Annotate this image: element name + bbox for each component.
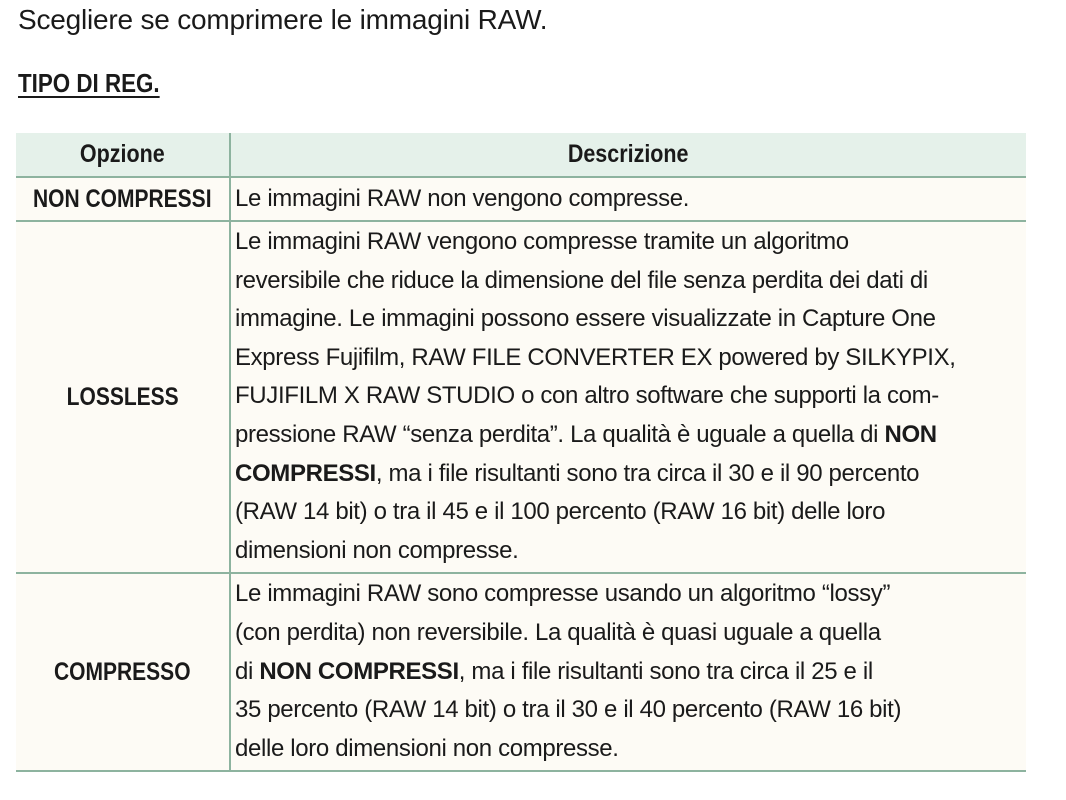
description-line <box>235 377 1026 416</box>
description-text: pressione RAW “senza perdita”. La qualità è uguale a quella di <box>235 420 885 448</box>
description-line <box>235 691 1026 730</box>
table-row <box>16 177 1026 221</box>
table-row <box>16 573 1026 771</box>
description-text: FUJIFILM X RAW STUDIO o con altro software che supporti la com- <box>235 382 939 410</box>
option-name: LOSSLESS <box>66 382 179 411</box>
description-text: (con perdita) non reversibile. La qualità è quasi uguale a quella <box>235 618 881 646</box>
description-line <box>235 455 1026 494</box>
description-line <box>235 653 1026 692</box>
header-description <box>230 133 1026 177</box>
description-text: Le immagini RAW non vengono compresse. <box>235 184 690 212</box>
description-line <box>235 300 1026 339</box>
description-text: delle loro dimensioni non compresse. <box>235 734 619 762</box>
description-line <box>235 339 1026 378</box>
description-text: Le immagini RAW vengono compresse tramite un algoritmo <box>235 228 849 255</box>
option-name: COMPRESSO <box>54 657 191 686</box>
description-text: , ma i file risultanti sono tra circa il 30 e il 90 percento <box>375 459 920 487</box>
option-description <box>230 221 1026 573</box>
table-header-row <box>16 133 1026 177</box>
description-text: , ma i file risultanti sono tra circa il 25 e il <box>458 657 873 685</box>
menu-option-reference: NON <box>884 420 937 448</box>
menu-option-reference: NON COMPRESSI <box>259 657 459 685</box>
option-name-cell <box>16 177 230 221</box>
intro-text: Scegliere se comprimere le immagini RAW. <box>18 4 548 35</box>
description-text: dimensioni non compresse. <box>235 536 519 564</box>
table-row <box>16 221 1026 573</box>
description-line <box>235 532 1026 571</box>
header-description-label: Descrizione <box>568 140 689 168</box>
option-description <box>230 177 1026 221</box>
description-line <box>235 223 1026 262</box>
description-text: 35 percento (RAW 14 bit) o tra il 30 e il 40 percento (RAW 16 bit) <box>235 696 902 724</box>
description-text: reversibile che riduce la dimensione del file senza perdita dei dati di <box>235 266 928 294</box>
description-line <box>235 416 1026 455</box>
option-description <box>230 573 1026 771</box>
menu-option-reference: COMPRESSI <box>235 459 376 487</box>
option-name: NON COMPRESSI <box>33 184 212 213</box>
header-option-label: Opzione <box>80 140 165 168</box>
description-line <box>235 180 1026 219</box>
options-table <box>16 133 1026 772</box>
option-name-cell <box>16 221 230 573</box>
description-text: immagine. Le immagini possono essere visualizzate in Capture One <box>235 305 936 333</box>
description-line <box>235 575 1026 614</box>
description-line <box>235 614 1026 653</box>
description-text: Express Fujifilm, RAW FILE CONVERTER EX powered by SILKYPIX, <box>235 343 956 371</box>
description-line <box>235 493 1026 532</box>
description-line <box>235 730 1026 769</box>
description-text: Le immagini RAW sono compresse usando un algoritmo “lossy” <box>235 580 891 608</box>
description-line <box>235 262 1026 301</box>
section-title: TIPO DI REG. <box>18 68 160 98</box>
description-text: di <box>235 657 260 685</box>
description-text: (RAW 14 bit) o tra il 45 e il 100 percento (RAW 16 bit) delle loro <box>235 498 886 526</box>
header-option <box>16 133 230 177</box>
option-name-cell <box>16 573 230 771</box>
